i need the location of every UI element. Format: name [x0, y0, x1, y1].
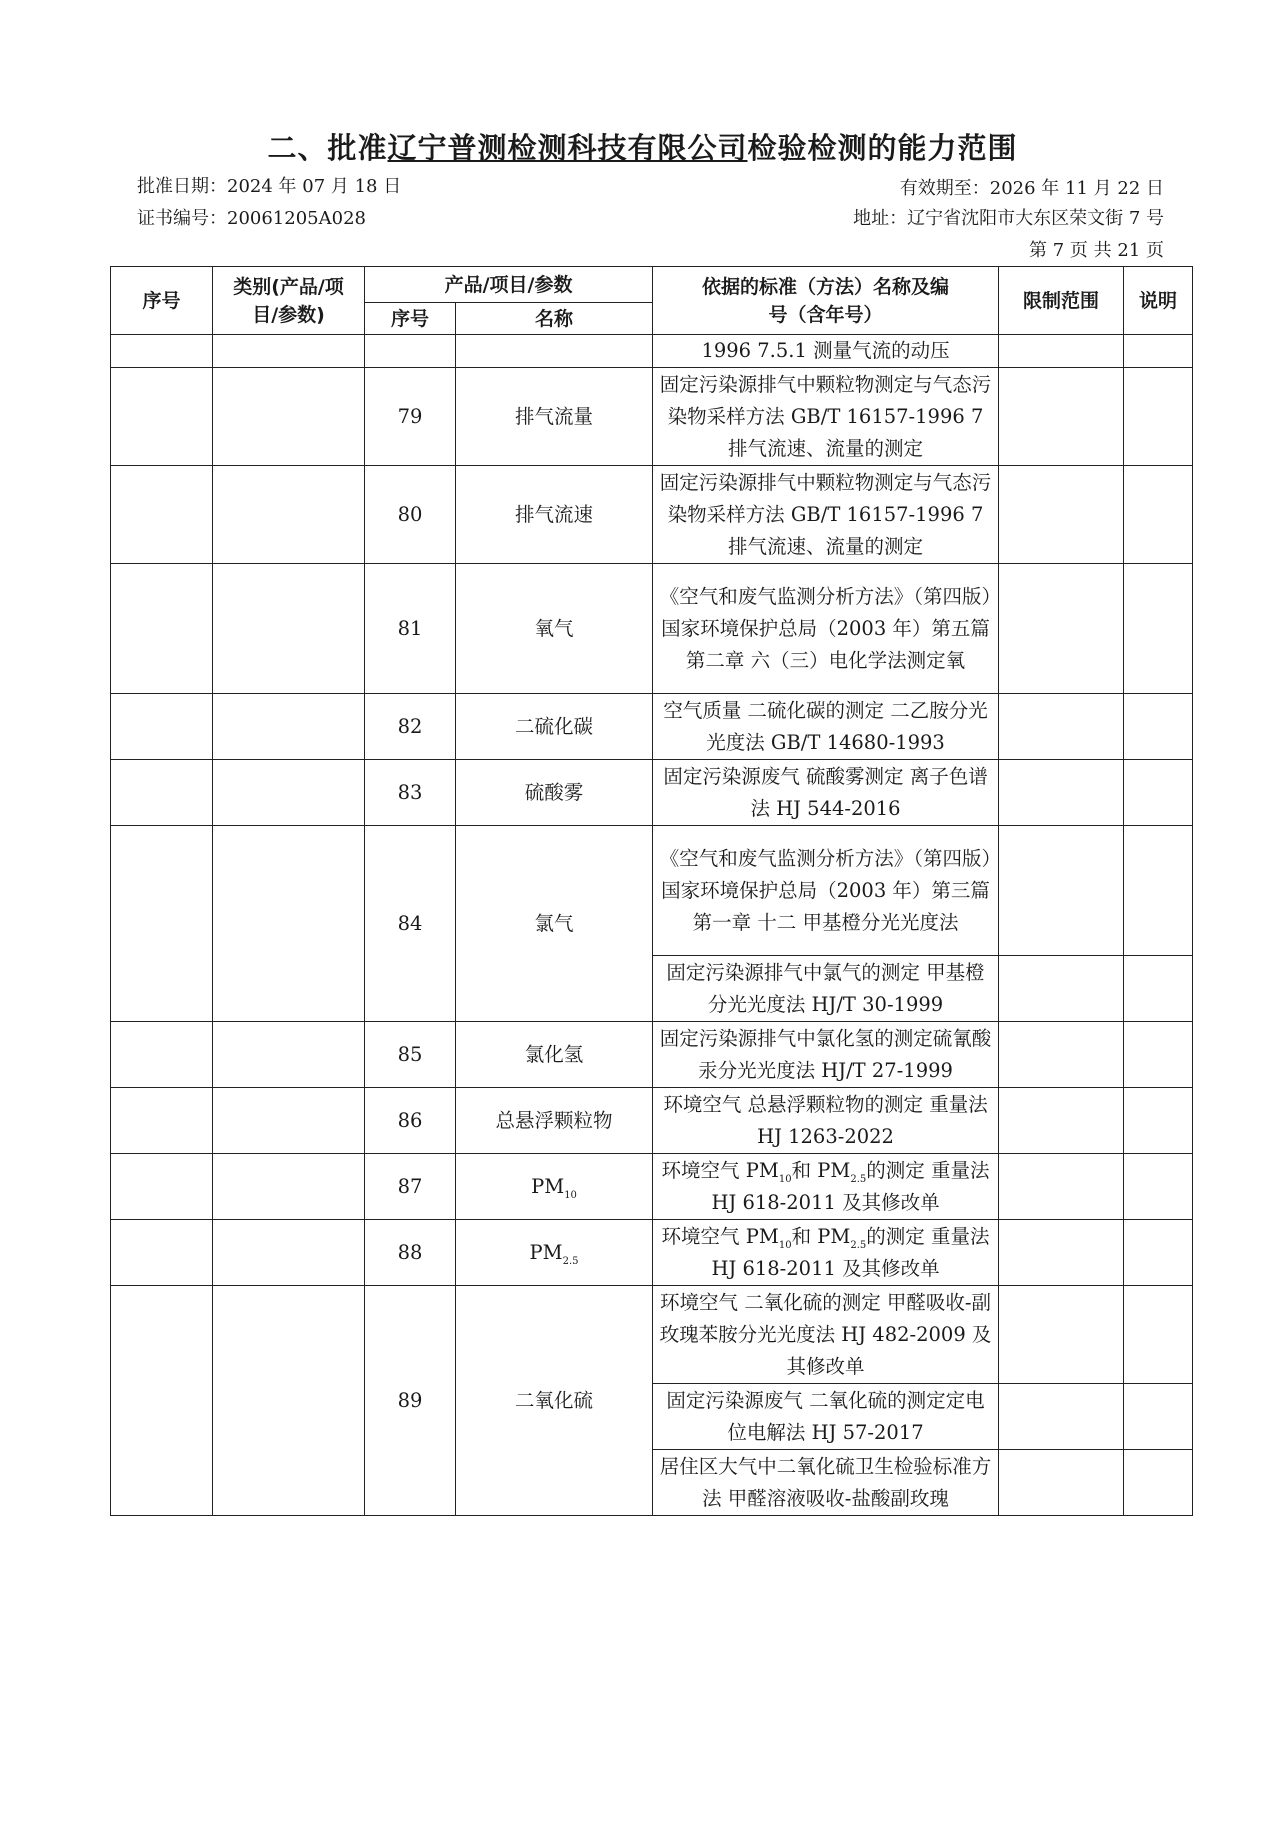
item-no: 84: [365, 826, 456, 1022]
header-category: 类别(产品/项目/参数): [213, 267, 365, 335]
table-row: [111, 335, 1193, 368]
item-name: 硫酸雾: [456, 760, 653, 826]
header-seq: 序号: [111, 267, 213, 335]
standard-cell: 空气质量 二硫化碳的测定 二乙胺分光光度法 GB/T 14680-1993: [653, 694, 999, 760]
standard-cell: 环境空气 总悬浮颗粒物的测定 重量法 HJ 1263-2022: [653, 1088, 999, 1154]
item-no: 80: [365, 466, 456, 564]
item-name: 总悬浮颗粒物: [456, 1088, 653, 1154]
item-name: 氯气: [456, 826, 653, 1022]
item-no: 83: [365, 760, 456, 826]
standard-cell: 固定污染源排气中氯化氢的测定硫氰酸汞分光光度法 HJ/T 27-1999: [653, 1022, 999, 1088]
table-row: [111, 466, 1193, 564]
table-row: [111, 1088, 1193, 1154]
item-no: 88: [365, 1220, 456, 1286]
header-sub-name: 名称: [456, 303, 653, 335]
standard-cell: 固定污染源排气中颗粒物测定与气态污染物采样方法 GB/T 16157-1996 7 排气流速、流量的测定: [653, 466, 999, 564]
standard-cell: 《空气和废气监测分析方法》（第四版）国家环境保护总局（2003 年）第五篇 第二章 六（三）电化学法测定氧: [653, 564, 999, 694]
standard-cell: 1996 7.5.1 测量气流的动压: [653, 335, 999, 368]
certificate-number: 证书编号：20061205A028: [137, 208, 366, 229]
capability-table: [110, 266, 1193, 1516]
item-name: $PM_{10}$: [456, 1154, 653, 1220]
table-row: [111, 760, 1193, 826]
company-name: 辽宁普测检测科技有限公司: [387, 131, 748, 165]
table-row: [111, 694, 1193, 760]
item-name: 二氧化硫: [456, 1286, 653, 1516]
table-row: [111, 1220, 1193, 1286]
valid-until: 有效期至：2026 年 11 月 22 日: [899, 178, 1164, 199]
approval-date: 批准日期：2024 年 07 月 18 日: [137, 176, 402, 197]
address: 地址：辽宁省沈阳市大东区荣文街 7 号: [853, 208, 1164, 229]
header-note: 说明: [1124, 267, 1193, 335]
table-row: [111, 368, 1193, 466]
standard-cell: 固定污染源排气中氯气的测定 甲基橙分光光度法 HJ/T 30-1999: [653, 956, 999, 1022]
item-no: 86: [365, 1088, 456, 1154]
item-no: 85: [365, 1022, 456, 1088]
header-limit: 限制范围: [999, 267, 1124, 335]
table-row: [111, 1286, 1193, 1384]
item-no: 87: [365, 1154, 456, 1220]
item-no: 89: [365, 1286, 456, 1516]
table-row: [111, 564, 1193, 694]
standard-cell: 固定污染源废气 二氧化硫的测定定电位电解法 HJ 57-2017: [653, 1384, 999, 1450]
table-row: [111, 1154, 1193, 1220]
item-no: 82: [365, 694, 456, 760]
table-row: [111, 1022, 1193, 1088]
standard-cell: 《空气和废气监测分析方法》（第四版）国家环境保护总局（2003 年）第三篇 第一章 十二 甲基橙分光光度法: [653, 826, 999, 956]
standard-cell: 固定污染源排气中颗粒物测定与气态污染物采样方法 GB/T 16157-1996 7 排气流速、流量的测定: [653, 368, 999, 466]
standard-cell: 环境空气 $PM_{10}$和 $PM_{2.5}$的测定 重量法 HJ 618-2011 及其修改单: [653, 1220, 999, 1286]
standard-cell: 居住区大气中二氧化硫卫生检验标准方法 甲醛溶液吸收-盐酸副玫瑰: [653, 1450, 999, 1516]
item-name: 氧气: [456, 564, 653, 694]
standard-cell: 环境空气 二氧化硫的测定 甲醛吸收-副玫瑰苯胺分光光度法 HJ 482-2009 及其修改单: [653, 1286, 999, 1384]
item-no: 81: [365, 564, 456, 694]
table-row: [111, 826, 1193, 956]
header-product-group: 产品/项目/参数: [365, 267, 653, 303]
item-name: 二硫化碳: [456, 694, 653, 760]
item-name: 排气流量: [456, 368, 653, 466]
header-sub-seq: 序号: [365, 303, 456, 335]
standard-cell: 环境空气 $PM_{10}$和 $PM_{2.5}$的测定 重量法 HJ 618-2011 及其修改单: [653, 1154, 999, 1220]
item-no: 79: [365, 368, 456, 466]
item-name: 氯化氢: [456, 1022, 653, 1088]
item-name: 排气流速: [456, 466, 653, 564]
header-standard: 依据的标准（方法）名称及编号（含年号）: [653, 267, 999, 335]
page-title: 二、批准辽宁普测检测科技有限公司检验检测的能力范围: [267, 131, 1018, 165]
standard-cell: 固定污染源废气 硫酸雾测定 离子色谱法 HJ 544-2016: [653, 760, 999, 826]
page-info: 第 7 页 共 21 页: [1029, 240, 1164, 261]
item-name: $PM_{2.5}$: [456, 1220, 653, 1286]
